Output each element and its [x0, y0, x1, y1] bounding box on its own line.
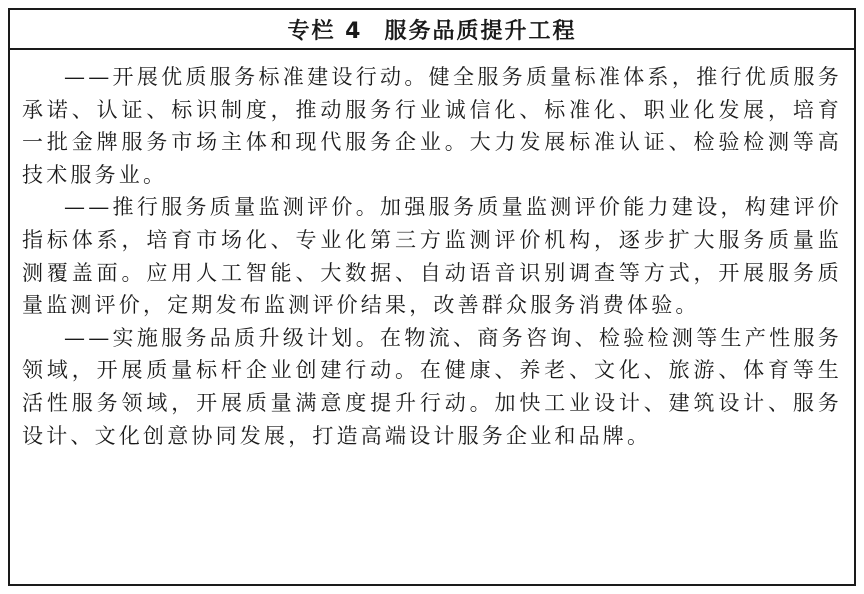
column-box	[8, 8, 856, 586]
paragraph-monitoring: ——推行服务质量监测评价。加强服务质量监测评价能力建设，构建评价指标体系，培育市场化、专业化第三方监测评价机构，逐步扩大服务质量监测覆盖面。应用人工智能、大数据、自动语音识别调查等方式，开展服务质量监测评价，定期发布监测评价结果，改善群众服务消费体验。	[22, 195, 842, 318]
column-label: 专栏 4	[287, 18, 363, 44]
paragraph-upgrade: ——实施服务品质升级计划。在物流、商务咨询、检验检测等生产性服务领域，开展质量标杆企业创建行动。在健康、养老、文化、旅游、体育等生活性服务领域，开展质量满意度提升行动。加快工业设计、建筑设计、服务设计、文化创意协同发展，打造高端设计服务企业和品牌。	[22, 325, 842, 448]
column-header	[10, 10, 854, 50]
column-body	[10, 50, 854, 452]
column-title: 服务品质提升工程	[384, 18, 577, 44]
paragraph-standards: ——开展优质服务标准建设行动。健全服务质量标准体系，推行优质服务承诺、认证、标识制度，推动服务行业诚信化、标准化、职业化发展，培育一批金牌服务市场主体和现代服务企业。大力发展标准认证、检验检测等高技术服务业。	[22, 65, 842, 187]
